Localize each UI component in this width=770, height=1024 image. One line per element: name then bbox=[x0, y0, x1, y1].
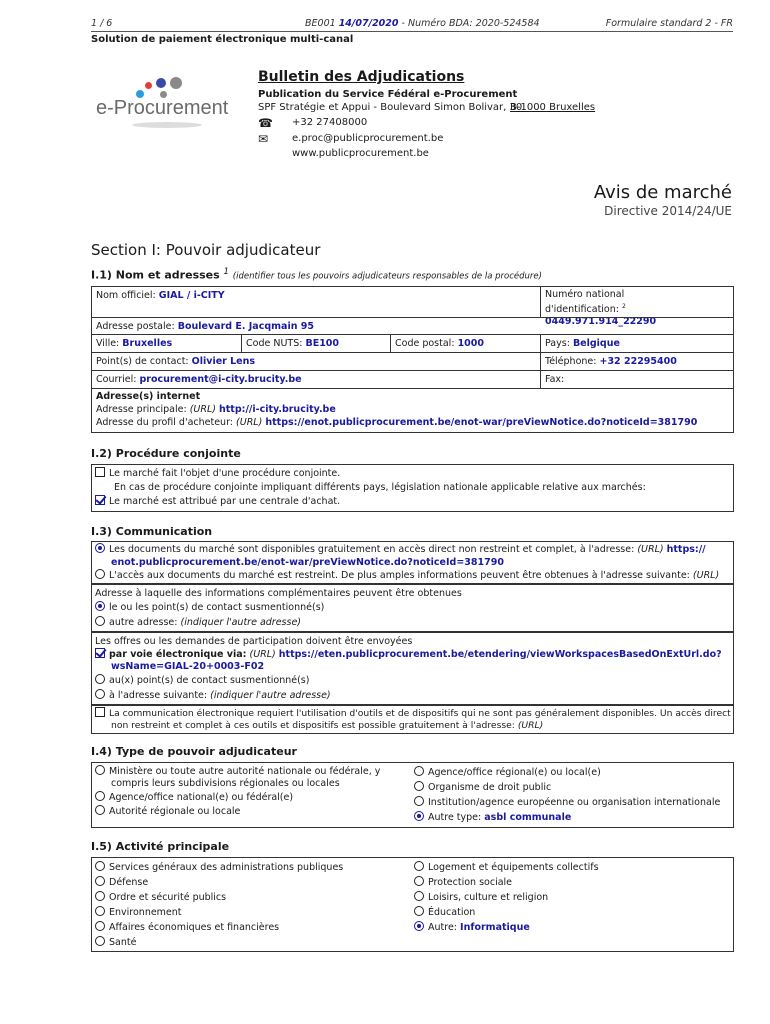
authority-ministry-detail: compris leurs subdivisions régionales ou locales bbox=[111, 778, 340, 789]
publisher-website[interactable]: www.publicprocurement.be bbox=[292, 148, 429, 159]
central-purchasing-option[interactable]: Le marché est attribué par une centrale d'achat. bbox=[95, 495, 340, 508]
radio-icon[interactable] bbox=[95, 616, 105, 626]
country-cell: Pays: Belgique bbox=[540, 334, 734, 353]
authority-european-option[interactable]: Institution/agence européenne ou organisation internationale bbox=[414, 796, 720, 809]
documents-free-option[interactable]: Les documents du marché sont disponibles gratuitement en accès direct non restreint et complet, à l'adresse: (URL) https:// bbox=[95, 543, 706, 556]
submission-contact-option[interactable]: au(x) point(s) de contact susmentionné(s) bbox=[95, 674, 309, 687]
radio-icon[interactable] bbox=[95, 921, 105, 931]
selected-radio-icon[interactable] bbox=[95, 543, 105, 553]
activity-economic-option[interactable]: Affaires économiques et financières bbox=[95, 921, 279, 934]
activity-housing-option[interactable]: Logement et équipements collectifs bbox=[414, 861, 599, 874]
activity-environment-option[interactable]: Environnement bbox=[95, 906, 182, 919]
page-subtitle: Solution de paiement électronique multi-canal bbox=[91, 31, 733, 45]
electronic-tools-option[interactable]: La communication électronique requiert l'utilisation d'outils et de dispositifs qui ne sont pas généralement disponibles. Un accès direct bbox=[95, 707, 731, 720]
form-name: Formulaire standard 2 - FR bbox=[605, 18, 733, 29]
notice-directive: Directive 2014/24/UE bbox=[604, 204, 732, 218]
buyer-profile-url[interactable]: https://enot.publicprocurement.be/enot-war/preViewNotice.do?noticeId=381790 bbox=[265, 417, 698, 428]
electronic-tools-detail: non restreint et complet à ces outils et dispositifs est possible gratuitement à l'adresse: (URL) bbox=[111, 720, 544, 731]
activity-other-option[interactable]: Autre: Informatique bbox=[414, 921, 530, 934]
contact-point-cell: Point(s) de contact: Olivier Lens bbox=[91, 352, 541, 371]
notice-reference: BE001 14/07/2020 - Numéro BDA: 2020-524584 bbox=[305, 18, 540, 29]
logo-dot-gray bbox=[170, 77, 182, 89]
main-url[interactable]: http://i-city.brucity.be bbox=[219, 404, 336, 415]
radio-icon[interactable] bbox=[95, 876, 105, 886]
activity-general-services-option[interactable]: Services généraux des administrations publiques bbox=[95, 861, 343, 874]
radio-icon[interactable] bbox=[95, 569, 105, 579]
radio-icon[interactable] bbox=[95, 689, 105, 699]
authority-local-agency-option[interactable]: Agence/office régional(e) ou local(e) bbox=[414, 766, 601, 779]
fax-cell: Fax: bbox=[540, 370, 734, 389]
subsection-title-1-1: I.1) Nom et adresses $^1$ (identifier tous les pouvoirs adjudicateurs responsables de la procédure) bbox=[91, 267, 542, 282]
joint-procedure-law: En cas de procédure conjointe impliquant différents pays, législation nationale applicable relative aux marchés: bbox=[114, 482, 646, 493]
authority-national-agency-option[interactable]: Agence/office national(e) ou fédéral(e) bbox=[95, 791, 293, 804]
city: Bruxelles bbox=[122, 338, 173, 349]
publisher-city[interactable]: B-1000 Bruxelles bbox=[510, 102, 596, 113]
authority-regional-option[interactable]: Autorité régionale ou locale bbox=[95, 805, 240, 818]
email-cell: Courriel: procurement@i-city.brucity.be bbox=[91, 370, 541, 389]
authority-ministry-option[interactable]: Ministère ou toute autre autorité nationale ou fédérale, y bbox=[95, 765, 380, 778]
logo-dot-navy bbox=[156, 78, 166, 88]
joint-procedure-option[interactable]: Le marché fait l'objet d'une procédure conjointe. bbox=[95, 467, 340, 480]
nuts-cell: Code NUTS: BE100 bbox=[241, 334, 391, 353]
radio-icon[interactable] bbox=[414, 766, 424, 776]
selected-radio-icon[interactable] bbox=[95, 601, 105, 611]
radio-icon[interactable] bbox=[95, 891, 105, 901]
info-contact-option[interactable]: le ou les point(s) de contact susmentionné(s) bbox=[95, 601, 324, 614]
postal-code: 1000 bbox=[457, 338, 485, 349]
mail-icon: ✉ bbox=[258, 132, 269, 146]
radio-icon[interactable] bbox=[95, 765, 105, 775]
radio-icon[interactable] bbox=[414, 891, 424, 901]
radio-icon[interactable] bbox=[95, 861, 105, 871]
logo-text: e-Procurement bbox=[96, 97, 229, 119]
logo-swoosh bbox=[132, 122, 202, 128]
bulletin-title: Bulletin des Adjudications bbox=[258, 69, 465, 85]
activity-defence-option[interactable]: Défense bbox=[95, 876, 148, 889]
submission-url[interactable]: wsName=GIAL-20+0003-F02 bbox=[111, 661, 265, 672]
contact-point: Olivier Lens bbox=[191, 356, 256, 367]
country: Belgique bbox=[572, 338, 620, 349]
postal-code-cell: Code postal: 1000 bbox=[390, 334, 541, 353]
national-id-cell: Numéro national d'identification: $^2$ 0449.971.914_22290 bbox=[540, 286, 734, 318]
radio-icon[interactable] bbox=[414, 781, 424, 791]
section-title: Section I: Pouvoir adjudicateur bbox=[91, 241, 321, 259]
email[interactable]: procurement@i-city.brucity.be bbox=[139, 374, 302, 385]
activity-culture-option[interactable]: Loisirs, culture et religion bbox=[414, 891, 548, 904]
subsection-title-1-5: I.5) Activité principale bbox=[91, 840, 230, 853]
postal-address-cell: Adresse postale: Boulevard E. Jacqmain 95 bbox=[91, 317, 734, 335]
checked-checkbox-icon[interactable] bbox=[95, 495, 105, 505]
postal-address: Boulevard E. Jacqmain 95 bbox=[177, 321, 314, 332]
official-name: GIAL / i-CITY bbox=[158, 290, 225, 301]
logo-dot-red bbox=[145, 82, 152, 89]
publisher-phone: +32 27408000 bbox=[292, 117, 368, 128]
radio-icon[interactable] bbox=[414, 796, 424, 806]
city-cell: Ville: Bruxelles bbox=[91, 334, 242, 353]
checkbox-icon[interactable] bbox=[95, 467, 105, 477]
radio-icon[interactable] bbox=[414, 876, 424, 886]
documents-url[interactable]: enot.publicprocurement.be/enot-war/preViewNotice.do?noticeId=381790 bbox=[111, 557, 504, 568]
notice-date: 14/07/2020 bbox=[338, 18, 399, 29]
notice-title: Avis de marché bbox=[593, 182, 732, 203]
national-id: 0449.971.914_22290 bbox=[545, 316, 657, 328]
selected-radio-icon[interactable] bbox=[414, 811, 424, 821]
radio-icon[interactable] bbox=[95, 906, 105, 916]
page-number: 1 / 6 bbox=[91, 18, 113, 29]
documents-restricted-option[interactable]: L'accès aux documents du marché est restreint. De plus amples informations peuvent être obtenues à l'adresse suivante: (URL) bbox=[95, 569, 719, 582]
checked-checkbox-icon[interactable] bbox=[95, 648, 105, 658]
radio-icon[interactable] bbox=[95, 791, 105, 801]
authority-public-body-option[interactable]: Organisme de droit public bbox=[414, 781, 551, 794]
activity-other-value: Informatique bbox=[460, 922, 530, 933]
publisher-address: SPF Stratégie et Appui - Boulevard Simon Bolivar, 30 B-1000 Bruxelles bbox=[258, 102, 596, 113]
nuts-code: BE100 bbox=[305, 338, 340, 349]
authority-other-value: asbl communale bbox=[484, 812, 572, 823]
subsection-title-1-2: I.2) Procédure conjointe bbox=[91, 447, 241, 460]
telephone: +32 22295400 bbox=[599, 356, 677, 367]
activity-education-option[interactable]: Éducation bbox=[414, 906, 475, 919]
submission-electronic-option[interactable]: par voie électronique via: (URL) https://eten.publicprocurement.be/etendering/viewWorkspacesBasedOnExtUrl.do? bbox=[95, 648, 722, 661]
authority-other-option[interactable]: Autre type: asbl communale bbox=[414, 811, 571, 824]
subsection-title-1-4: I.4) Type de pouvoir adjudicateur bbox=[91, 745, 297, 758]
radio-icon[interactable] bbox=[95, 674, 105, 684]
selected-radio-icon[interactable] bbox=[414, 921, 424, 931]
publisher-name: Publication du Service Fédéral e-Procurement bbox=[258, 89, 518, 100]
phone-icon: ☎ bbox=[258, 116, 273, 130]
subsection-title-1-3: I.3) Communication bbox=[91, 525, 213, 538]
info-other-option[interactable]: autre adresse: (indiquer l'autre adresse) bbox=[95, 616, 301, 629]
activity-social-option[interactable]: Protection sociale bbox=[414, 876, 512, 889]
radio-icon[interactable] bbox=[95, 936, 105, 946]
radio-icon[interactable] bbox=[95, 805, 105, 815]
radio-icon[interactable] bbox=[414, 861, 424, 871]
internet-cell: Adresse(s) internet Adresse principale: (URL) http://i-city.brucity.be Adresse du profil d'acheteur: (URL) https://enot.publicprocurement.be/enot-war/preViewNotice.do?noticeId=381790 bbox=[91, 388, 734, 433]
telephone-cell: Téléphone: +32 22295400 bbox=[540, 352, 734, 371]
info-address-label: Adresse à laquelle des informations complémentaires peuvent être obtenues bbox=[95, 588, 462, 599]
checkbox-icon[interactable] bbox=[95, 707, 105, 717]
publisher-email[interactable]: e.proc@publicprocurement.be bbox=[292, 133, 444, 144]
radio-icon[interactable] bbox=[414, 906, 424, 916]
activity-public-order-option[interactable]: Ordre et sécurité publics bbox=[95, 891, 226, 904]
submission-address-option[interactable]: à l'adresse suivante: (indiquer l'autre adresse) bbox=[95, 689, 331, 702]
activity-health-option[interactable]: Santé bbox=[95, 936, 136, 949]
official-name-cell: Nom officiel: GIAL / i-CITY bbox=[91, 286, 541, 318]
submission-label: Les offres ou les demandes de participation doivent être envoyées bbox=[95, 636, 413, 647]
